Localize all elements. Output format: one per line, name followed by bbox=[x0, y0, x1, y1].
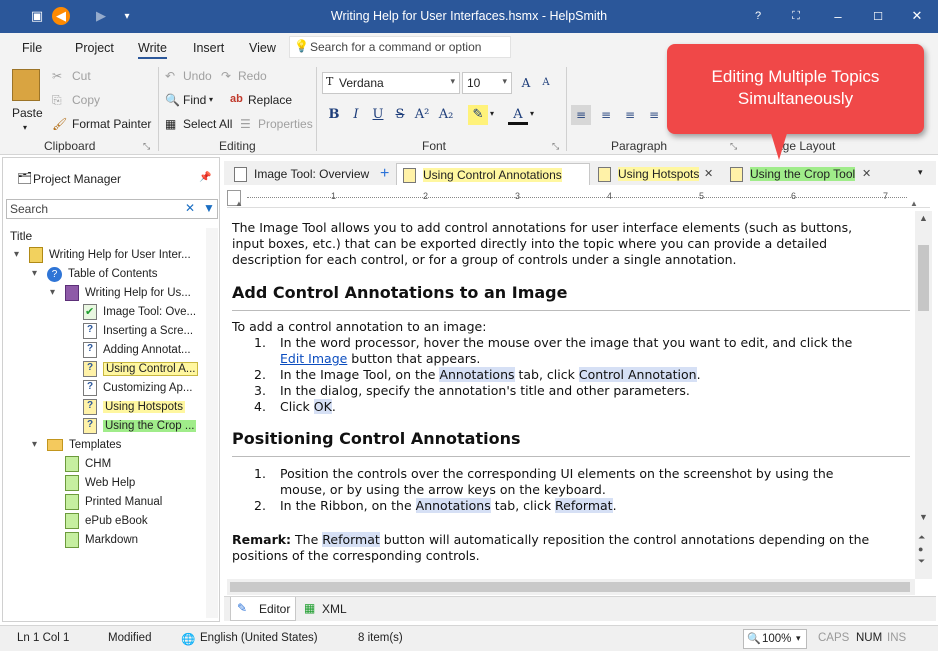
tree-item-label: CHM bbox=[85, 458, 112, 470]
tree-item-project[interactable] bbox=[29, 246, 191, 264]
forward-icon[interactable]: ▶ bbox=[96, 8, 106, 23]
find-button[interactable]: Find bbox=[183, 93, 207, 107]
step-2-text bbox=[280, 367, 701, 383]
remark-part: button will automatically reposition the control annotations depending on the bbox=[379, 532, 870, 547]
reformat-reference: Reformat bbox=[322, 532, 380, 547]
language-status[interactable]: English (United States) bbox=[200, 632, 318, 644]
menu-insert[interactable]: Insert bbox=[193, 41, 225, 55]
tab-image-tool-overview[interactable] bbox=[228, 163, 374, 185]
step-number: 3. bbox=[254, 383, 266, 398]
align-right-button[interactable]: ≡ bbox=[624, 108, 636, 122]
select-all-button[interactable]: Select All bbox=[183, 117, 233, 131]
redo-button[interactable]: Redo bbox=[238, 69, 267, 83]
topic-edit-icon bbox=[730, 167, 743, 182]
tabs-dropdown-icon[interactable]: ▾ bbox=[918, 167, 923, 177]
tree-item-label: Using Hotspots bbox=[105, 401, 183, 413]
format-painter-icon: 🖌 bbox=[52, 117, 68, 131]
tree-item-template[interactable] bbox=[65, 493, 162, 511]
find-dropdown-icon[interactable]: ▾ bbox=[209, 95, 214, 104]
back-icon[interactable]: ◀ bbox=[52, 7, 70, 25]
tree-expander-icon[interactable]: ▾ bbox=[32, 268, 38, 279]
edit-image-link[interactable]: Edit Image bbox=[280, 351, 348, 366]
step-number: 1. bbox=[254, 466, 266, 481]
paragraph-group-label: Paragraph bbox=[611, 139, 668, 153]
close-tab-icon[interactable]: ✕ bbox=[862, 168, 872, 180]
tree-item-label: Image Tool: Ove... bbox=[103, 306, 197, 318]
step-text-part: In the Image Tool, on the bbox=[280, 367, 440, 382]
cut-icon: ✂ bbox=[52, 69, 63, 83]
quick-access-dropdown-icon[interactable]: ▾ bbox=[124, 10, 130, 22]
replace-icon: ab bbox=[230, 93, 243, 105]
step-4-text bbox=[280, 399, 336, 415]
lightbulb-icon: 💡 bbox=[294, 39, 309, 53]
ruler[interactable] bbox=[227, 188, 930, 208]
control-annotation-reference: Control Annotation bbox=[578, 367, 697, 382]
tab-using-the-crop-tool[interactable] bbox=[724, 163, 879, 185]
shrink-font-icon[interactable]: A bbox=[542, 77, 550, 88]
format-painter-button[interactable]: Format Painter bbox=[72, 117, 152, 131]
menu-write[interactable]: Write bbox=[138, 41, 167, 59]
step-number: 4. bbox=[254, 399, 266, 414]
tab-label: XML bbox=[322, 602, 347, 616]
clear-search-icon[interactable]: ✕ bbox=[185, 201, 196, 215]
ruler-mark: 4 bbox=[607, 191, 613, 201]
topic-icon bbox=[83, 323, 97, 339]
step-text-part: Click bbox=[280, 399, 314, 414]
topic-edit-icon bbox=[83, 399, 97, 415]
tab-label: Image Tool: Overview bbox=[254, 167, 370, 181]
remark-label: Remark: bbox=[232, 532, 292, 547]
paste-dropdown-icon[interactable]: ▾ bbox=[23, 123, 28, 132]
tab-label: Using Control Annotations bbox=[423, 168, 562, 182]
topic-icon bbox=[234, 167, 247, 182]
filter-icon[interactable]: ▼ bbox=[203, 201, 215, 215]
scroll-thumb[interactable] bbox=[230, 582, 910, 592]
step-3-text: In the dialog, specify the annotation's title and other parameters. bbox=[280, 383, 690, 398]
font-color-dropdown-icon[interactable]: ▾ bbox=[530, 109, 535, 118]
tree-item-template[interactable] bbox=[65, 474, 135, 492]
step-number: 2. bbox=[254, 367, 266, 382]
template-icon bbox=[65, 475, 79, 491]
topic-edit-icon bbox=[598, 167, 611, 182]
highlight-color-icon[interactable]: ✎ bbox=[468, 105, 488, 125]
font-size-combo[interactable] bbox=[462, 72, 512, 94]
template-icon bbox=[65, 494, 79, 510]
tab-editor[interactable] bbox=[230, 597, 296, 621]
step-text-part: . bbox=[331, 399, 336, 414]
step-text-part: . bbox=[612, 498, 617, 513]
fullscreen-icon[interactable]: ⛶ bbox=[792, 9, 800, 22]
window-title: Writing Help for User Interfaces.hsmx - HelpSmith bbox=[330, 9, 608, 23]
topic-editor[interactable] bbox=[227, 211, 915, 579]
highlight-dropdown-icon[interactable]: ▾ bbox=[490, 109, 495, 118]
step-number: 2. bbox=[254, 498, 266, 513]
properties-button[interactable]: Properties bbox=[258, 117, 313, 131]
topic-edit-icon bbox=[83, 361, 97, 377]
editing-group-label: Editing bbox=[219, 139, 256, 153]
scroll-thumb[interactable] bbox=[918, 245, 929, 311]
copy-icon: ⎘ bbox=[52, 93, 62, 107]
font-size-value: 10 bbox=[467, 76, 481, 90]
new-tab-icon[interactable]: + bbox=[380, 165, 390, 182]
redo-icon: ↷ bbox=[221, 69, 232, 83]
tree-item-topic-selected[interactable] bbox=[83, 360, 198, 378]
project-manager-header bbox=[3, 158, 219, 196]
tree-item-chapter[interactable] bbox=[65, 284, 191, 302]
tree-scrollbar[interactable] bbox=[206, 228, 218, 618]
status-bar bbox=[0, 625, 938, 651]
bold-button[interactable]: B bbox=[328, 107, 340, 122]
tree-item-label: Templates bbox=[69, 439, 122, 451]
align-left-button[interactable]: ≡ bbox=[571, 105, 591, 125]
minimize-icon[interactable]: – bbox=[834, 8, 842, 24]
tree-item-label: Customizing Ap... bbox=[103, 382, 193, 394]
project-search-placeholder: Search bbox=[10, 202, 49, 216]
ins-indicator: INS bbox=[887, 632, 907, 644]
next-page-icon[interactable]: ⏷ bbox=[918, 556, 926, 566]
tab-xml[interactable] bbox=[302, 597, 362, 621]
reformat-reference: Reformat bbox=[555, 498, 613, 513]
tree-item-topic[interactable] bbox=[83, 379, 192, 397]
topic-edit-icon bbox=[403, 168, 416, 183]
intro-line: The Image Tool allows you to add control annotations for user interface elements (such as buttons, bbox=[232, 220, 853, 235]
undo-button[interactable]: Undo bbox=[183, 69, 212, 83]
ruler-mark: 5 bbox=[699, 191, 705, 201]
tab-label: Editor bbox=[259, 602, 291, 616]
tree-item-template[interactable] bbox=[65, 512, 148, 530]
topic-icon bbox=[83, 380, 97, 396]
step-number: 1. bbox=[254, 335, 266, 350]
tree-expander-icon[interactable]: ▾ bbox=[14, 249, 20, 260]
tree-item-label: Writing Help for User Inter... bbox=[49, 249, 191, 261]
template-icon bbox=[65, 532, 79, 548]
topic-done-icon: ✔ bbox=[83, 304, 97, 320]
tree-item-label: Web Help bbox=[85, 477, 136, 489]
tree-item-label: Adding Annotat... bbox=[103, 344, 191, 356]
scroll-down-icon[interactable]: ▼ bbox=[919, 512, 928, 522]
title-bar bbox=[0, 0, 938, 33]
truetype-icon: T bbox=[326, 75, 334, 88]
help-icon[interactable]: ? bbox=[754, 10, 762, 22]
paste-icon[interactable] bbox=[12, 69, 40, 101]
tree-item-label: Inserting a Scre... bbox=[103, 325, 194, 337]
indent-marker-icon[interactable]: ▲ bbox=[235, 199, 243, 208]
ruler-mark: 6 bbox=[791, 191, 797, 201]
justify-button[interactable]: ≡ bbox=[648, 108, 660, 122]
underline-button[interactable]: U bbox=[372, 107, 384, 122]
font-group-label: Font bbox=[422, 139, 447, 153]
step-text-part: tab, click bbox=[490, 498, 556, 513]
step-text-part: In the Ribbon, on the bbox=[280, 498, 416, 513]
pin-icon[interactable]: 📌 bbox=[199, 172, 212, 183]
tree-item-topic[interactable] bbox=[83, 322, 193, 340]
tree-column-header: Title bbox=[10, 229, 33, 243]
save-icon[interactable]: ▣ bbox=[30, 8, 44, 23]
superscript-button[interactable]: A² bbox=[414, 107, 430, 122]
grow-font-icon[interactable]: A bbox=[521, 76, 531, 90]
step-text-part: tab, click bbox=[514, 367, 579, 382]
menu-file[interactable]: File bbox=[22, 41, 43, 55]
subscript-button[interactable]: A₂ bbox=[438, 107, 454, 122]
properties-icon: ☰ bbox=[240, 117, 251, 131]
num-indicator: NUM bbox=[856, 632, 883, 644]
project-manager-title: Project Manager bbox=[33, 172, 122, 186]
intro-line: description for each control, or for a group of controls under a single annotation. bbox=[232, 252, 737, 267]
remark-part: The bbox=[291, 532, 323, 547]
cursor-position: Ln 1 Col 1 bbox=[17, 632, 70, 644]
chevron-down-icon: ▾ bbox=[796, 633, 801, 643]
project-manager-icon: 🗂 bbox=[17, 171, 33, 185]
tree-item-templates[interactable] bbox=[47, 436, 121, 454]
strikethrough-button[interactable]: S bbox=[395, 107, 405, 122]
globe-icon: 🌐 bbox=[181, 634, 196, 646]
zoom-value: 100% bbox=[762, 633, 792, 645]
view-tabs bbox=[224, 596, 936, 621]
editor-vertical-scrollbar[interactable] bbox=[915, 211, 932, 579]
italic-button[interactable]: I bbox=[353, 107, 359, 122]
tree-item-label: ePub eBook bbox=[85, 515, 148, 527]
steps-lead: To add a control annotation to an image: bbox=[232, 319, 487, 334]
step-1-continuation bbox=[280, 351, 480, 367]
tree-item-topic[interactable] bbox=[83, 417, 196, 435]
maximize-icon[interactable]: ☐ bbox=[873, 10, 883, 23]
font-name-combo[interactable] bbox=[322, 72, 460, 94]
paste-button[interactable]: Paste bbox=[12, 106, 43, 120]
ruler-mark: 1 bbox=[331, 191, 337, 201]
ribbon-separator bbox=[316, 67, 317, 151]
tree-item-template[interactable] bbox=[65, 455, 111, 473]
topic-edit-icon bbox=[83, 418, 97, 434]
heading-positioning-control-annotations: Positioning Control Annotations bbox=[232, 429, 521, 448]
topic-icon bbox=[83, 342, 97, 358]
editor-icon: ✎ bbox=[237, 601, 248, 615]
tree-item-label: Using the Crop ... bbox=[105, 420, 195, 432]
font-color-icon[interactable]: A bbox=[508, 105, 528, 125]
undo-icon: ↶ bbox=[165, 69, 176, 83]
project-book-icon bbox=[29, 247, 43, 263]
chevron-down-icon: ▾ bbox=[450, 76, 455, 86]
remark-line bbox=[232, 532, 869, 548]
zoom-icon: 🔍 bbox=[747, 633, 761, 645]
remark-continuation: positions of the corresponding controls. bbox=[232, 548, 480, 563]
tab-using-hotspots[interactable] bbox=[592, 163, 718, 185]
tab-label: Using Hotspots bbox=[618, 167, 700, 181]
tree-item-template[interactable] bbox=[65, 531, 138, 549]
close-tab-icon[interactable]: ✕ bbox=[704, 168, 714, 180]
clipboard-group-label: Clipboard bbox=[44, 139, 96, 153]
ruler-mark: 7 bbox=[883, 191, 889, 201]
font-launcher-icon[interactable]: ⤡ bbox=[552, 141, 560, 151]
position-step-1: Position the controls over the corresponding UI elements on the screenshot by using the bbox=[280, 466, 834, 481]
scroll-up-icon[interactable]: ▲ bbox=[919, 213, 928, 223]
annotations-tab-reference: Annotations bbox=[415, 498, 491, 513]
page-layout-group-label: age Layout bbox=[776, 139, 836, 153]
ruler-mark: 2 bbox=[423, 191, 429, 201]
tree-item-label: Using Control A... bbox=[103, 362, 198, 376]
callout-pointer bbox=[770, 130, 788, 160]
ruler-mark: 3 bbox=[515, 191, 521, 201]
template-icon bbox=[65, 513, 79, 529]
tree-item-label: Table of Contents bbox=[68, 268, 158, 280]
position-step-1-continuation: mouse, or by using the arrow keys on the keyboard. bbox=[280, 482, 606, 497]
tree-item-topic[interactable] bbox=[83, 398, 185, 416]
menu-view[interactable]: View bbox=[249, 41, 276, 55]
tab-using-control-annotations[interactable] bbox=[396, 163, 590, 185]
chevron-down-icon: ▾ bbox=[502, 76, 507, 86]
align-center-button[interactable]: ≡ bbox=[600, 108, 612, 122]
tree-item-label: Markdown bbox=[85, 534, 139, 546]
ruler-track bbox=[247, 197, 907, 198]
previous-page-icon[interactable]: ⏶ bbox=[918, 532, 926, 542]
annotations-tab-reference: Annotations bbox=[439, 367, 515, 382]
project-manager-panel bbox=[2, 157, 220, 622]
paragraph-launcher-icon[interactable]: ⤡ bbox=[730, 141, 738, 151]
heading-add-control-annotations: Add Control Annotations to an Image bbox=[232, 283, 568, 302]
project-search-input[interactable] bbox=[6, 199, 218, 219]
step-1-text: In the word processor, hover the mouse over the image that you want to edit, and click the bbox=[280, 335, 853, 350]
copy-button[interactable]: Copy bbox=[72, 93, 101, 107]
menu-project[interactable]: Project bbox=[75, 41, 114, 55]
tree-item-topic[interactable] bbox=[83, 341, 191, 359]
tree-expander-icon[interactable]: ▾ bbox=[50, 287, 56, 298]
chapter-book-icon bbox=[65, 285, 79, 301]
heading-divider bbox=[232, 310, 910, 311]
heading-divider bbox=[232, 456, 910, 457]
step-1-tail: button that appears. bbox=[347, 351, 481, 366]
select-all-icon: ▦ bbox=[165, 117, 177, 131]
tree-item-label: Printed Manual bbox=[85, 496, 163, 508]
close-icon[interactable]: ✕ bbox=[911, 8, 923, 23]
modified-status: Modified bbox=[108, 632, 152, 644]
ribbon-separator bbox=[158, 67, 159, 151]
right-indent-marker-icon[interactable]: ▲ bbox=[910, 199, 918, 208]
command-search-placeholder: Search for a command or option bbox=[310, 40, 482, 54]
xml-icon: ▦ bbox=[304, 601, 316, 615]
tree-item-label: Writing Help for Us... bbox=[85, 287, 191, 299]
ribbon-separator bbox=[566, 67, 567, 151]
step-text-part: . bbox=[696, 367, 701, 382]
tree-item-table-of-contents[interactable] bbox=[47, 265, 158, 283]
folder-icon bbox=[47, 439, 63, 451]
font-name-value: Verdana bbox=[339, 76, 384, 90]
callout-bubble: Editing Multiple Topics Simultaneously bbox=[667, 44, 924, 134]
caps-indicator: CAPS bbox=[818, 632, 850, 644]
browse-object-icon[interactable]: ● bbox=[918, 544, 924, 554]
template-icon bbox=[65, 456, 79, 472]
tree-item-topic[interactable] bbox=[83, 303, 196, 321]
editor-horizontal-scrollbar[interactable] bbox=[227, 579, 915, 595]
find-icon: 🔍 bbox=[165, 93, 180, 107]
topic-tabs bbox=[224, 161, 936, 185]
help-circle-icon: ? bbox=[47, 267, 62, 282]
clipboard-launcher-icon[interactable]: ⤡ bbox=[143, 141, 151, 151]
command-search-input[interactable] bbox=[289, 36, 511, 58]
cut-button[interactable]: Cut bbox=[72, 69, 91, 83]
tree-expander-icon[interactable]: ▾ bbox=[32, 439, 38, 450]
ok-reference: OK bbox=[313, 399, 332, 414]
intro-line: input boxes, etc.) that can be exported directly into the topic where you can provide a detailed bbox=[232, 236, 828, 251]
replace-button[interactable]: Replace bbox=[248, 93, 293, 107]
position-step-2 bbox=[280, 498, 617, 514]
item-count: 8 item(s) bbox=[358, 632, 403, 644]
tab-label: Using the Crop Tool bbox=[750, 167, 856, 181]
zoom-combo[interactable] bbox=[743, 629, 807, 649]
